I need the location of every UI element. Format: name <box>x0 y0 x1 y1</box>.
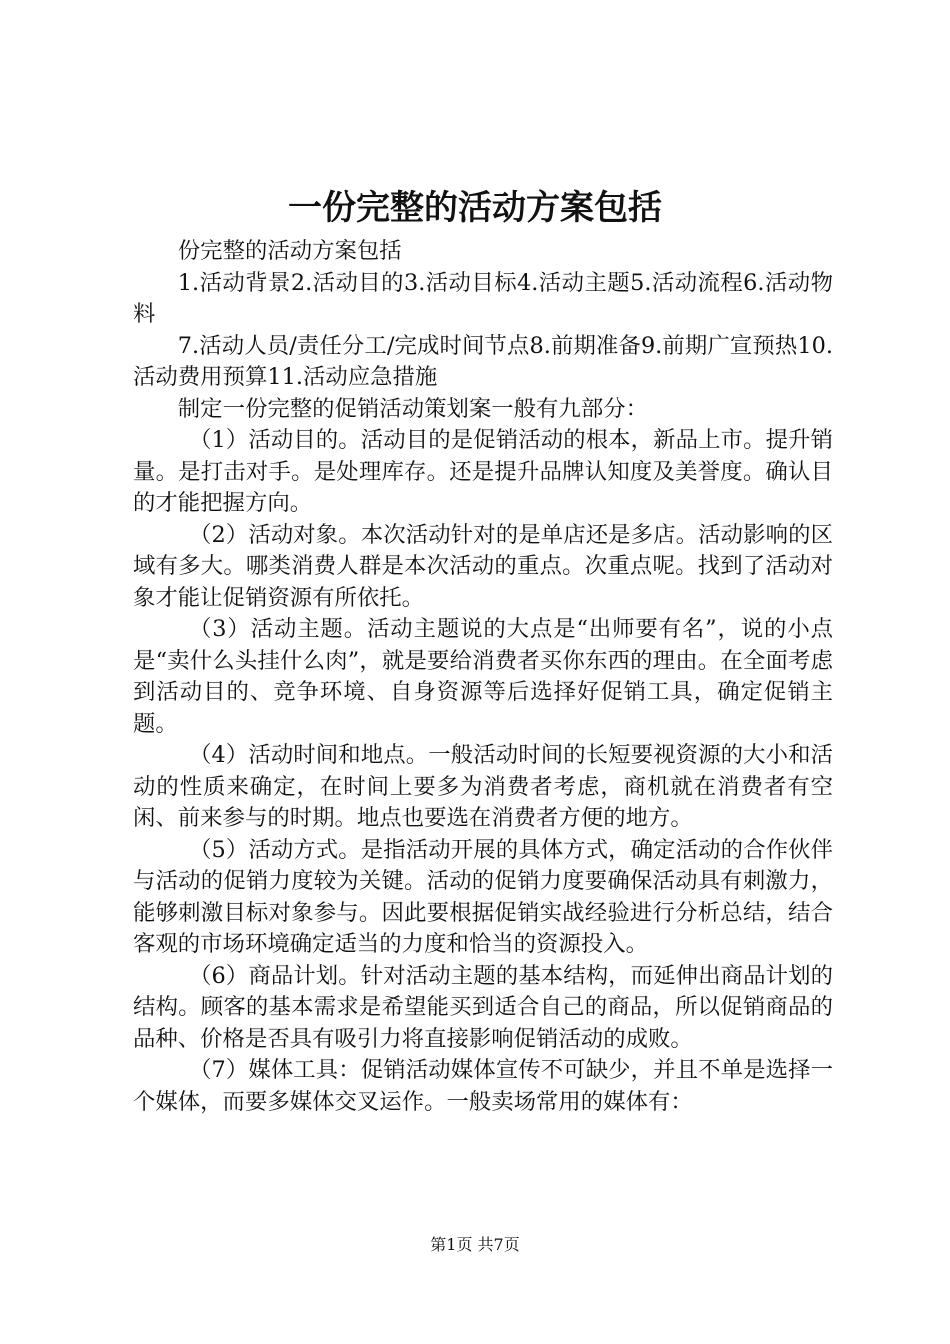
paragraph-activity-theme: （3）活动主题。活动主题说的大点是“出师要有名”，说的小点是“卖什么头挂什么肉”，就是要给消费者买你东西的理由。在全面考虑到活动目的、竞争环境、自身资源等后选择好促销工具，确定促销主题。 <box>133 616 833 737</box>
paragraph-activity-method: （5）活动方式。是指活动开展的具体方式，确定活动的合作伙伴与活动的促销力度较为关键。活动的促销力度要确保活动具有刺激力，能够刺激目标对象参与。因此要根据促销实战经验进行分析总结，结合客观的市场环境确定适当的力度和恰当的资源投入。 <box>133 836 833 957</box>
paragraph-media-tools: （7）媒体工具：促销活动媒体宣传不可缺少，并且不单是选择一个媒体，而要多媒体交叉运作。一般卖场常用的媒体有： <box>133 1057 833 1115</box>
page-footer: 第1页 共7页 <box>430 1235 520 1254</box>
paragraph-activity-time-place: （4）活动时间和地点。一般活动时间的长短要视资源的大小和活动的性质来确定，在时间上要多为消费者考虑，商机就在消费者有空闲、前来参与的时期。地点也要选在消费者方便的地方。 <box>133 742 833 831</box>
document-body <box>133 236 833 1118</box>
paragraph-list-2: 7.活动人员/责任分工/完成时间节点8.前期准备9.前期广宣预热10.活动费用预算11.活动应急措施 <box>133 332 833 390</box>
document-title: 一份完整的活动方案包括 <box>288 188 662 228</box>
paragraph-nine-parts: 制定一份完整的促销活动策划案一般有九部分： <box>177 395 648 422</box>
paragraph-list-1: 1.活动背景2.活动目的3.活动目标4.活动主题5.活动流程6.活动物料 <box>133 269 833 327</box>
paragraph-product-plan: （6）商品计划。针对活动主题的基本结构，而延伸出商品计划的结构。顾客的基本需求是希望能买到适合自己的商品，所以促销商品的品种、价格是否具有吸引力将直接影响促销活动的成败。 <box>133 962 833 1052</box>
paragraph-activity-target: （2）活动对象。本次活动针对的是单店还是多店。活动影响的区域有多大。哪类消费人群是本次活动的重点。次重点呢。找到了活动对象才能让促销资源有所依托。 <box>133 521 833 611</box>
paragraph-intro: 份完整的活动方案包括 <box>177 238 402 264</box>
paragraph-activity-goal: （1）活动目的。活动目的是促销活动的根本，新品上市。提升销量。是打击对手。是处理库存。还是提升品牌认知度及美誉度。确认目的才能把握方向。 <box>133 427 833 516</box>
